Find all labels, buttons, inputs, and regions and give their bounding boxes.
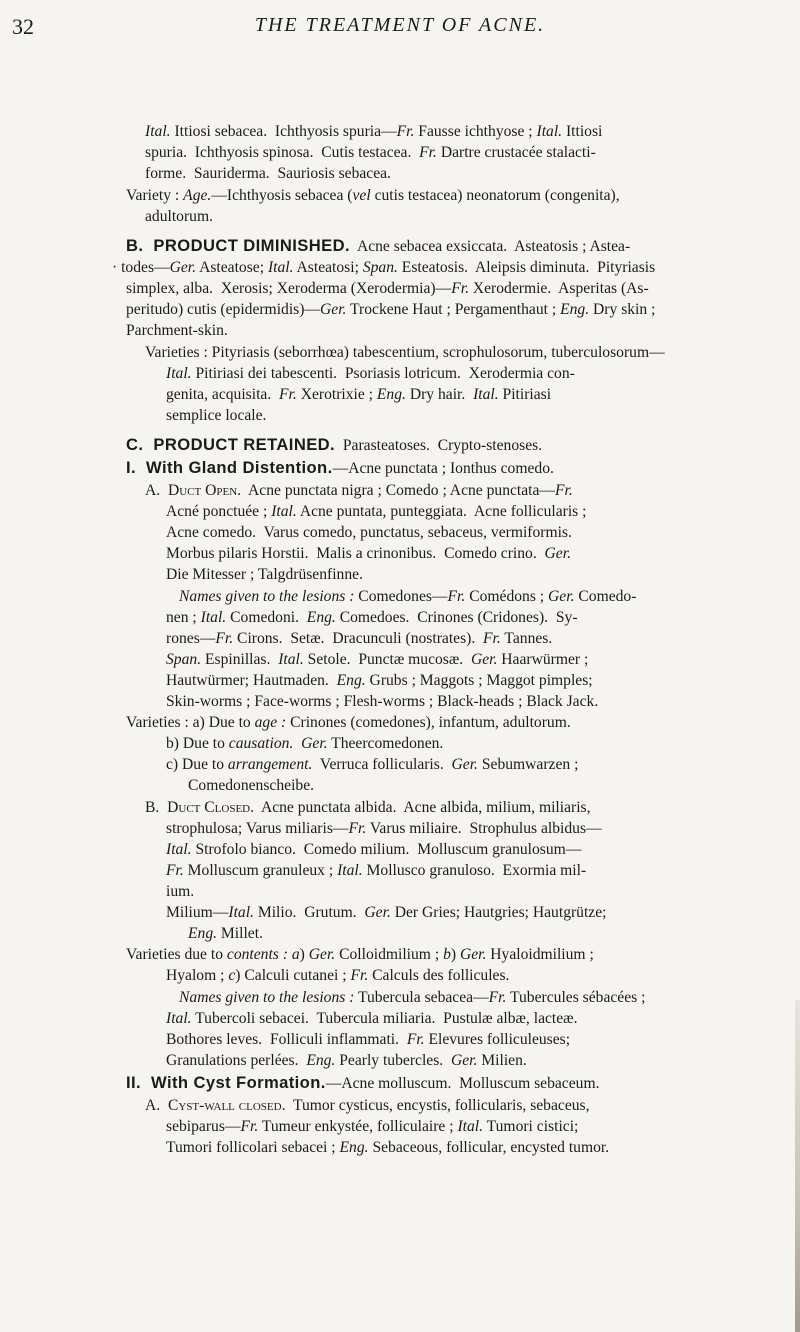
- text-line: B. PRODUCT DIMINISHED. Acne sebacea exsiccata. Asteatosis ; Astea-: [126, 236, 631, 255]
- text-line: Span. Espinillas. Ital. Setole. Punctæ mucosæ. Ger. Haarwürmer ;: [166, 651, 589, 668]
- page-number: 32: [12, 14, 34, 39]
- text-line: simplex, alba. Xerosis; Xeroderma (Xerodermia)—Fr. Xerodermie. Asperitas (As-: [126, 280, 649, 297]
- text-line: b) Due to causation. Ger. Theercomedonen.: [166, 735, 444, 752]
- text-line: Eng. Millet.: [188, 925, 263, 942]
- text-line: Acne comedo. Varus comedo, punctatus, sebaceus, vermiformis.: [166, 524, 572, 541]
- text-line: Skin-worms ; Face-worms ; Flesh-worms ; Black-heads ; Black Jack.: [166, 693, 599, 710]
- text-line: A. Duct Open. Acne punctata nigra ; Comedo ; Acne punctata—Fr.: [145, 482, 573, 499]
- text-line: ium.: [166, 883, 195, 900]
- text-line: Bothores leves. Folliculi inflammati. Fr. Elevures folliculeuses;: [166, 1031, 571, 1048]
- text-line: Varieties : Pityriasis (seborrhœa) tabescentium, scrophulosorum, tuberculosorum—: [145, 344, 665, 361]
- running-head: THE TREATMENT OF ACNE.: [254, 14, 546, 36]
- text-line: Hyalom ; c) Calculi cutanei ; Fr. Calculs des follicules.: [166, 967, 510, 984]
- text-line: rones—Fr. Cirons. Setæ. Dracunculi (nostrates). Fr. Tannes.: [166, 630, 553, 647]
- text-line: I. With Gland Distention.—Acne punctata ; Ionthus comedo.: [126, 458, 554, 477]
- text-line: II. With Cyst Formation.—Acne molluscum. Molluscum sebaceum.: [126, 1073, 600, 1092]
- text-line: Hautwürmer; Hautmaden. Eng. Grubs ; Maggots ; Maggot pimples;: [166, 672, 593, 689]
- text-line: Ital. Tubercoli sebacei. Tubercula miliaria. Pustulæ albæ, lacteæ.: [166, 1010, 578, 1027]
- text-line: Comedonenscheibe.: [188, 777, 315, 794]
- text-line: adultorum.: [145, 208, 213, 225]
- text-line: C. PRODUCT RETAINED. Parasteatoses. Crypto-stenoses.: [126, 435, 543, 454]
- text-line: Milium—Ital. Milio. Grutum. Ger. Der Gries; Hautgries; Hautgrütze;: [166, 904, 607, 921]
- page-edge-shadow: [795, 1000, 800, 1332]
- text-line: sebiparus—Fr. Tumeur enkystée, folliculaire ; Ital. Tumori cistici;: [166, 1118, 579, 1135]
- text-line: · todes—Ger. Asteatose; Ital. Asteatosi; Span. Esteatosis. Aleipsis diminuta. Pityriasis: [112, 259, 656, 276]
- text-line: Varieties : a) Due to age : Crinones (comedones), infantum, adultorum.: [126, 714, 571, 731]
- text-line: Variety : Age.—Ichthyosis sebacea (vel cutis testacea) neonatorum (congenita),: [126, 187, 620, 204]
- text-line: Ital. Pitiriasi dei tabescenti. Psoriasis lotricum. Xerodermia con-: [166, 365, 575, 382]
- text-line: Names given to the lesions : Comedones—Fr. Comédons ; Ger. Comedo-: [179, 588, 637, 605]
- text-line: Varieties due to contents : a) Ger. Colloidmilium ; b) Ger. Hyaloidmilium ;: [126, 946, 594, 963]
- text-line: spuria. Ichthyosis spinosa. Cutis testacea. Fr. Dartre crustacée stalacti-: [145, 144, 596, 161]
- text-line: genita, acquisita. Fr. Xerotrixie ; Eng. Dry hair. Ital. Pitiriasi: [166, 386, 552, 403]
- text-line: Ital. Strofolo bianco. Comedo milium. Molluscum granulosum—: [166, 841, 582, 858]
- text-line: Granulations perlées. Eng. Pearly tubercles. Ger. Milien.: [166, 1052, 527, 1069]
- text-line: Acné ponctuée ; Ital. Acne puntata, punteggiata. Acne follicularis ;: [166, 503, 587, 520]
- text-line: strophulosa; Varus miliaris—Fr. Varus miliaire. Strophulus albidus—: [166, 820, 602, 837]
- text-line: nen ; Ital. Comedoni. Eng. Comedoes. Crinones (Cridones). Sy-: [166, 609, 578, 626]
- text-line: Tumori follicolari sebacei ; Eng. Sebaceous, follicular, encysted tumor.: [166, 1139, 610, 1156]
- text-line: A. Cyst-wall closed. Tumor cysticus, encystis, follicularis, sebaceus,: [145, 1097, 590, 1114]
- text-line: peritudo) cutis (epidermidis)—Ger. Trockene Haut ; Pergamenthaut ; Eng. Dry skin ;: [126, 301, 656, 318]
- text-line: Ital. Ittiosi sebacea. Ichthyosis spuria—Fr. Fausse ichthyose ; Ital. Ittiosi: [145, 123, 603, 140]
- text-line: Parchment-skin.: [126, 322, 228, 339]
- text-line: Die Mitesser ; Talgdrüsenfinne.: [166, 566, 363, 583]
- text-line: Morbus pilaris Horstii. Malis a crinonibus. Comedo crino. Ger.: [166, 545, 571, 562]
- text-line: B. Duct Closed. Acne punctata albida. Acne albida, milium, miliaris,: [145, 799, 591, 816]
- text-line: semplice locale.: [166, 407, 267, 424]
- text-line: forme. Sauriderma. Sauriosis sebacea.: [145, 165, 391, 182]
- text-line: c) Due to arrangement. Verruca follicularis. Ger. Sebumwarzen ;: [166, 756, 579, 773]
- text-line: Fr. Molluscum granuleux ; Ital. Mollusco granuloso. Exormia mil-: [166, 862, 587, 879]
- text-line: Names given to the lesions : Tubercula sebacea—Fr. Tubercules sébacées ;: [179, 989, 646, 1006]
